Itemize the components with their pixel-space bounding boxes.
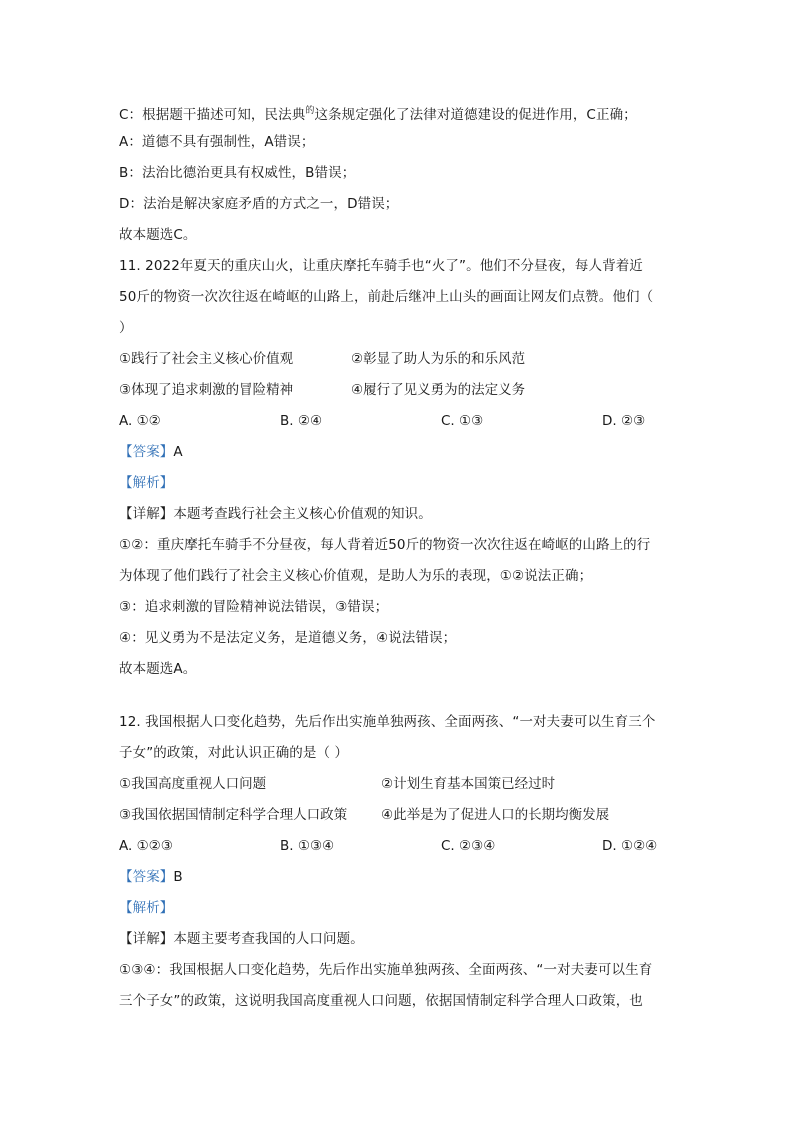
q11-options-row-1 [119,344,679,375]
q11-choice-b: B. ②④ [280,413,323,429]
q10-option-d-analysis: D：法治是解决家庭矛盾的方式之一，D错误； [119,196,399,212]
q11-detail [119,499,679,530]
q11-choice-a: A. ①② [119,413,161,429]
q11-answer-label: 【答案】 [119,444,174,460]
q11-analysis-label: 【解析】 [119,475,174,491]
q11-explain-line-1: ①②：重庆摩托车骑手不分昼夜，每人背着近50斤的物资一次次往返在崎岖的山路上的行 [119,537,651,553]
q12-stem-line-2: 子女”的政策，对此认识正确的是（ ） [119,745,349,761]
q10-c-suffix: 这条规定强化了法律对道德建设的促进作用，C正确； [314,107,637,123]
q12-analysis-label: 【解析】 [119,900,174,916]
q11-detail-text: 本题考查践行社会主义核心价值观的知识。 [173,506,432,522]
q11-option-3: ③体现了追求刺激的冒险精神 [119,382,294,398]
q11-stem-line-2: 50斤的物资一次次往返在崎岖的山路上，前赴后继冲上山头的画面让网友们点赞。他们（ [119,289,654,305]
q11-explain-line-4: ④：见义勇为不是法定义务，是道德义务，④说法错误； [119,630,457,646]
q11-answer-value: A [173,444,183,460]
q10-option-a-analysis: A：道德不具有强制性，A错误； [119,134,315,150]
q12-choice-d: D. ①②④ [602,838,658,854]
q11-answer [119,437,679,468]
q12-option-1: ①我国高度重视人口问题 [119,776,267,792]
q11-choice-c: C. ①③ [441,413,484,429]
q12-answer [119,862,679,893]
q10-c-sup: 的 [305,106,315,116]
q11-explain-line-3: ③：追求刺激的冒险精神说法错误，③错误； [119,599,389,615]
q12-answer-label: 【答案】 [119,869,174,885]
q11-explain-line-2: 为体现了他们践行了社会主义核心价值观，是助人为乐的表现，①②说法正确； [119,568,593,584]
q11-stem-line-3: ） [119,320,133,336]
q10-conclusion: 故本题选C。 [119,227,197,243]
q12-choices-row [119,831,679,862]
q12-analysis-heading [119,893,679,924]
q12-detail [119,924,679,955]
q11-option-1: ①践行了社会主义核心价值观 [119,351,294,367]
q12-explain-line-1: ①③④：我国根据人口变化趋势，先后作出实施单独两孩、全面两孩、“一对夫妻可以生育 [119,962,653,978]
q12-option-4: ④此举是为了促进人口的长期均衡发展 [381,807,610,823]
q12-option-3: ③我国依据国情制定科学合理人口政策 [119,807,348,823]
q12-choice-b: B. ①③④ [280,838,335,854]
q12-options-row-2 [119,800,679,831]
q12-answer-value: B [173,869,183,885]
q11-detail-label: 【详解】 [119,506,174,522]
q12-stem-line-1: 12. 我国根据人口变化趋势，先后作出实施单独两孩、全面两孩、“一对夫妻可以生育三个 [119,714,656,730]
q12-choice-a: A. ①②③ [119,838,173,854]
q11-choices-row [119,406,679,437]
q12-detail-text: 本题主要考查我国的人口问题。 [173,931,364,947]
q11-option-2: ②彰显了助人为乐的和乐风范 [351,351,526,367]
q12-options-row-1 [119,769,679,800]
q12-explain-line-2: 三个子女”的政策，这说明我国高度重视人口问题，依据国情制定科学合理人口政策，也 [119,993,643,1009]
q12-option-2: ②计划生育基本国策已经过时 [381,776,556,792]
q10-c-prefix: C：根据题干描述可知，民法典 [119,107,306,123]
document-page [119,96,679,1017]
q12-choice-c: C. ②③④ [441,838,496,854]
q10-option-c-analysis [119,96,679,127]
q11-option-4: ④履行了见义勇为的法定义务 [351,382,526,398]
section-spacer [119,685,679,707]
q11-options-row-2 [119,375,679,406]
q11-conclusion: 故本题选A。 [119,661,197,677]
q11-choice-d: D. ②③ [602,413,646,429]
q10-option-b-analysis: B：法治比德治更具有权威性，B错误； [119,165,356,181]
q11-stem-line-1: 11. 2022年夏天的重庆山火，让重庆摩托车骑手也“火了”。他们不分昼夜，每人背着近 [119,258,643,274]
q12-detail-label: 【详解】 [119,931,174,947]
q11-analysis-heading [119,468,679,499]
